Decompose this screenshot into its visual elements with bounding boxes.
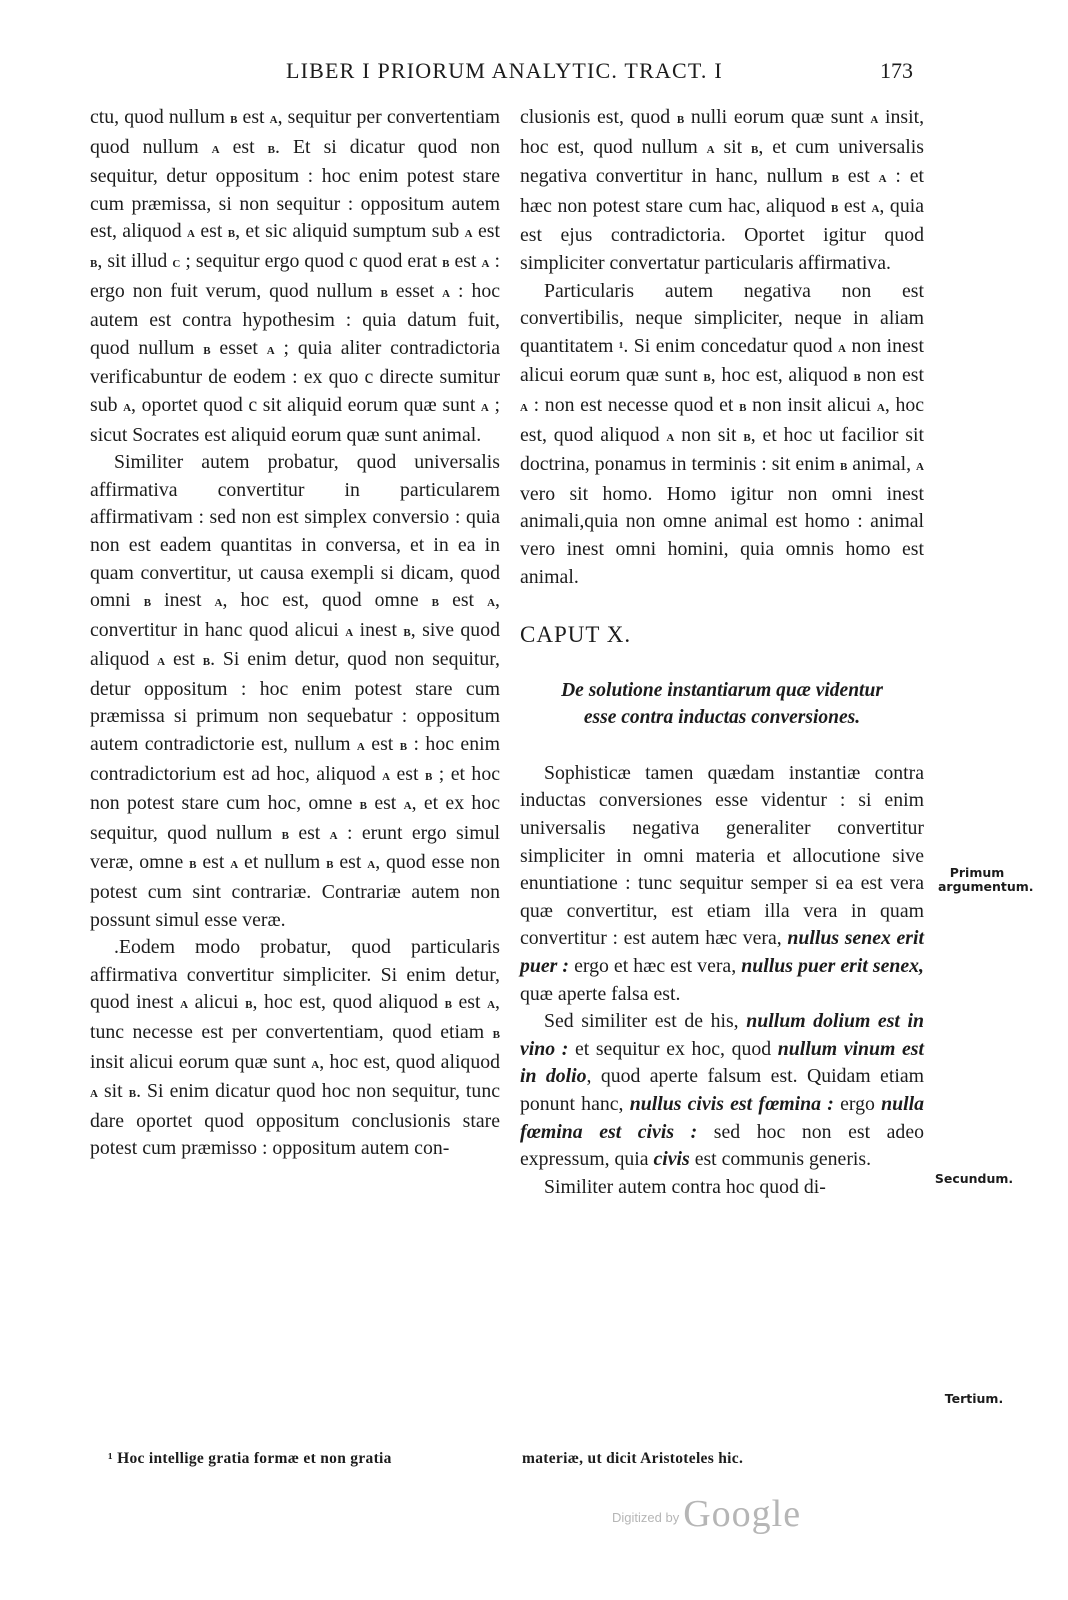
text-run: est [364,733,400,756]
text-run: est [390,762,425,785]
footnote-left: ¹ Hoc intellige gratia formæ et non gratia [108,1450,392,1467]
emphasis: nullus civis est fœmina : [629,1093,834,1115]
text-run: est [451,991,488,1014]
paragraph: Similiter autem contra hoc quod di- [544,1175,826,1198]
text-run: ergo [833,1093,882,1115]
term-letter: a [367,856,376,873]
text-run: sit [714,135,752,158]
right-column [520,104,924,1201]
term-letter: a [329,826,338,843]
term-letter: b [90,254,98,271]
term-letter: a [481,254,490,271]
text-run: est [367,792,404,815]
term-letter: ¹ [618,339,624,356]
text-run: est [219,135,268,158]
term-letter: a [838,339,846,356]
text-run: , hoc est, quod aliquod [520,393,924,446]
text-run: , hoc est, quod omne [222,589,432,612]
text-run: ; et hoc non potest stare cum hoc, omne [90,762,500,815]
text-run: ; sequitur ergo quod c quod erat [180,249,443,272]
term-letter: b [359,797,368,814]
term-letter: b [739,398,747,415]
term-letter: a [382,767,391,784]
text-run: : ergo non fuit verum, quod nullum [90,249,500,302]
text-run: : erunt ergo simul veræ, omne [90,821,500,874]
term-letter: a [706,140,715,157]
text-run: alicui [188,991,246,1014]
term-letter: b [839,458,848,475]
term-letter: a [356,738,365,755]
term-letter: a [480,398,489,415]
footnote-right: materiæ, ut dicit Aristoteles hic. [522,1450,744,1467]
text-run: esset [387,279,443,302]
paragraph [90,104,500,449]
text-run: ; sicut Socrates est aliquid eorum quæ sunt animal. [90,393,500,446]
left-column [90,104,500,1163]
term-letter: b [227,225,236,242]
term-letter: b [830,199,839,216]
text-run: , et sic aliquid sumptum sub [235,220,465,243]
text-run: . Et si dicatur quod non sequitur, detur oppositum : hoc enim potest stare cum præmissa, si non sequitur : oppositum autem est, aliquod [90,135,500,243]
text-run: .Eodem modo probatur, quod particularis affirmativa convertitur simpliciter. Si enim detur, quod inest [90,936,500,1014]
text-run: Sophisticæ tamen quædam instantiæ contra inductas conversiones esse videntur : si enim universalis negativa generaliter convertitur simpliciter in omni materia et allocutione sive enuntiatione : tunc sequitur semper si ea est vera quæ convertitur, est etiam illa vera in quam convertitur : est autem hæc vera, [520,761,924,950]
text-run: inest [151,589,215,612]
text-run: , et hoc ut facilior sit doctrina, ponamus in terminis : sit enim [520,423,924,476]
term-letter: a [870,111,879,127]
text-run: est [838,165,879,188]
text-run: , et cum universalis negativa convertitur in hanc, nullum [520,135,924,188]
term-letter: a [878,170,887,187]
google-watermark [612,1492,801,1536]
text-run: , quod esse non potest cum sint contrariæ. Contrariæ autem non possunt simul esse veræ. [90,851,500,931]
term-letter: b [267,140,275,157]
margin-note-tertium: Tertium. [944,1391,1004,1406]
text-run: insit, hoc est, quod nullum [520,106,925,158]
term-letter: b [703,369,711,386]
text-run: est communis generis. [689,1148,872,1171]
text-run: Particularis autem negativa non est convertibilis, neque simpliciter, neque in aliam quantitatem [520,279,924,357]
term-letter: b [444,996,452,1013]
term-letter: b [492,1026,500,1042]
text-run: quæ aperte falsa est. [520,982,681,1005]
text-run: , oportet quod c sit aliquid eorum quæ sunt [131,393,481,416]
text-run: est [472,220,500,243]
emphasis: civis [653,1148,690,1171]
text-run: est [333,851,368,874]
text-run: Similiter autem probatur, quod universalis affirmativa convertitur in particularem affirmativam : sed non est simplex conversio : quia non est eadem quantitas in conversa, et in ea in quam convertitur, ut causa exempli si dicam, quod omni [90,451,500,612]
margin-note-secundum: Secundum. [934,1171,1014,1186]
subtitle-line: esse contra inductas conversiones. [583,707,861,729]
term-letter: b [230,111,238,127]
margin-note-primum: Primum argumentum. [938,865,1034,894]
term-letter: b [751,140,759,157]
text-run: , hoc est, quod aliquod [252,991,445,1014]
term-letter: a [442,284,451,301]
running-header [0,58,1068,92]
term-letter: a [214,594,223,611]
term-letter: a [269,111,278,127]
term-letter: a [311,1055,320,1072]
text-run: non inest alicui eorum quæ sunt [520,334,924,387]
text-run: est [165,648,203,671]
term-letter: a [266,341,275,358]
text-run: sed hoc non est adeo expressum, quia [520,1120,924,1171]
paragraph [90,934,500,1163]
text-run: sit [97,1080,129,1103]
text-run: : non est necesse quod et [527,393,740,416]
paragraph [520,278,924,592]
term-letter: a [157,653,166,670]
term-letter: b [128,1085,137,1102]
paragraph [90,449,500,934]
text-run: , hoc est, aliquod [710,364,854,387]
term-letter: b [326,856,334,873]
text-run: : et hæc non potest stare cum hac, aliquod [520,165,924,217]
term-letter: a [520,398,528,415]
text-run: animal, [847,453,917,476]
term-letter: a [876,398,885,415]
text-run: ergo et hæc est vera, [569,955,742,978]
text-run: ctu, quod nullum [90,106,231,128]
emphasis: nulla fœmina est civis : [520,1093,924,1143]
term-letter: b [189,856,197,873]
term-letter: a [871,199,880,216]
text-run: , quia est ejus contradictoria. Oportet igitur quod simpliciter convertatur particularis affirmativa. [520,194,924,274]
term-letter: b [853,369,861,386]
term-letter: a [90,1085,98,1102]
text-run: , hoc est, quod aliquod [319,1050,500,1073]
text-run: est [196,851,231,874]
term-letter: b [380,284,388,301]
text-run: , et ex hoc sequitur, quod nullum [90,792,500,844]
paragraph [520,760,924,1008]
text-run: et sequitur ex hoc, quod [568,1037,778,1060]
text-run: , sive quod aliquod [90,618,500,671]
term-letter: a [666,428,675,445]
text-run: : hoc autem est contra hypothesim : quia datum fuit, quod nullum [90,279,501,359]
term-letter: a [487,996,496,1013]
text-run: . Si enim concedatur quod [623,334,839,357]
term-letter: c [172,254,181,271]
term-letter: a [487,594,496,611]
term-letter: b [424,767,433,784]
term-letter: a [230,856,239,873]
term-letter: b [431,594,440,611]
text-run: , convertitur in hanc quod alicui [90,589,500,641]
term-letter: b [399,738,408,755]
text-run: vero sit homo. Homo igitur non omni inest animali,quia non omne animal est homo : animal vero inest omni homini, quia omnis homo est animal. [520,482,924,588]
term-letter: a [464,225,473,242]
term-letter: b [281,826,289,843]
text-run: inest [353,618,404,641]
text-run: est [439,589,488,612]
term-letter: b [245,996,253,1013]
text-run: esset [210,336,267,359]
term-letter: a [211,140,220,157]
text-run: non est [860,364,924,387]
text-run: est [449,249,482,272]
text-run: est [288,821,330,844]
term-letter: b [403,623,411,640]
text-run: est [838,194,872,217]
text-run: . Si enim dicatur quod hoc non sequitur, tunc dare oportet quod oppositum conclusionis stare potest cum præmisso : oppositum autem con- [90,1080,500,1160]
text-run: insit alicui eorum quæ sunt [90,1050,312,1073]
text-run: Sed similiter est de his, [544,1010,747,1033]
watermark-small-text: Digitized by [612,1510,680,1525]
term-letter: b [676,111,685,127]
term-letter: b [202,653,211,670]
paragraph [520,1008,924,1174]
text-run: , sequitur per convertentiam quod nullum [90,106,500,158]
text-run: et nullum [238,851,327,874]
running-title: LIBER I PRIORUM ANALYTIC. TRACT. I [286,58,723,83]
text-run: , sit illud [97,249,173,272]
text-run: nulli eorum quæ sunt [684,106,871,128]
term-letter: b [442,254,450,271]
term-letter: b [743,428,751,445]
text-run: , tunc necesse est per convertentiam, quod etiam [90,991,500,1043]
subtitle-line: De solutione instantiarum quæ videntur [561,679,883,701]
term-letter: a [123,398,132,415]
term-letter: b [203,341,211,358]
text-run: clusionis est, quod [520,106,677,128]
term-letter: a [187,225,195,242]
term-letter: b [143,594,152,611]
term-letter: b [831,170,839,187]
term-letter: a [180,996,189,1013]
text-run: , quod aperte falsum est. Quidam etiam ponunt hanc, [520,1065,924,1115]
term-letter: a [916,458,924,475]
page-number: 173 [880,58,913,83]
chapter-title: CAPUT X. [520,622,632,648]
emphasis: nullus puer erit senex, [741,955,925,978]
google-logo: Google [683,1493,802,1535]
text-run: : hoc enim contradictorium est ad hoc, aliquod [90,733,500,785]
text-run: ; quia aliter contradictoria verificabuntur de eodem : ex quo c directe sumitur sub [90,336,500,416]
emphasis: nullus senex erit puer : [520,927,924,978]
chapter-subtitle [520,677,924,732]
text-run: . Si enim detur, quod non sequitur, detur oppositum : hoc enim potest stare cum præmissa si primum non sequebatur : oppositum autem contradictorie est, nullum [90,648,500,756]
text-run: est [237,106,270,128]
text-run: non insit alicui [746,393,877,416]
emphasis: nullum vinum est in dolio [520,1037,925,1088]
text-run: est [194,220,228,243]
text-run: non sit [674,423,744,446]
paragraph [520,104,924,278]
term-letter: a [403,797,412,814]
emphasis: nullum dolium est in vino : [520,1010,924,1060]
term-letter: a [345,623,354,640]
